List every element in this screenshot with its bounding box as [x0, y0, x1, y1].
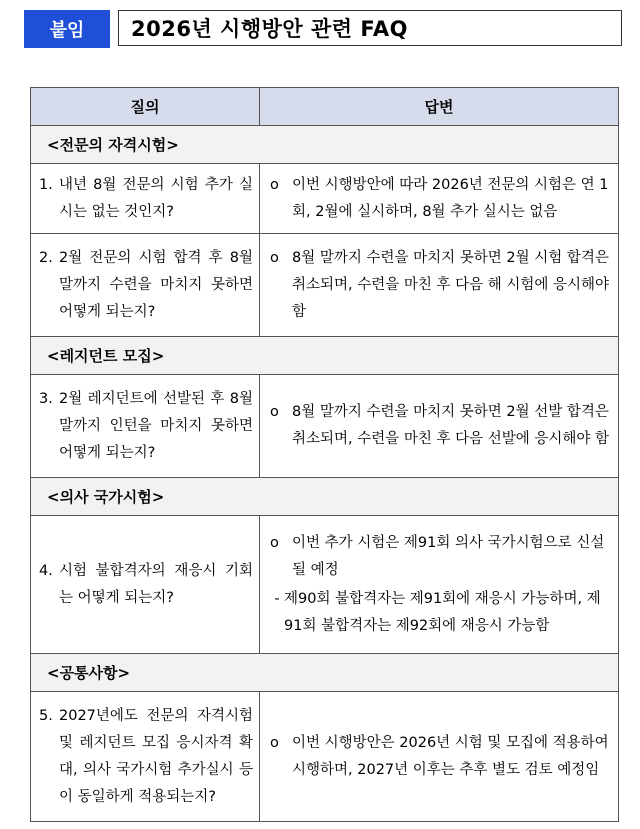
question-number: 3.	[39, 390, 53, 407]
question-number: 1.	[39, 176, 53, 193]
answer-text: 8월 말까지 수련을 마치지 못하면 2월 시험 합격은 취소되며, 수련을 마친 후 다음 해 시험에 응시해야 함	[292, 249, 610, 320]
section-heading: <전문의 자격시험>	[31, 126, 619, 164]
question-number: 4.	[39, 562, 53, 579]
section-heading: <레지던트 모집>	[31, 337, 619, 375]
answer-text: 이번 추가 시험은 제91회 의사 국가시험으로 신설될 예정	[292, 534, 605, 578]
title-row	[24, 10, 624, 50]
answer-cell	[260, 234, 619, 337]
answer-text: 8월 말까지 수련을 마치지 못하면 2월 선발 합격은 취소되며, 수련을 마친 후 다음 선발에 응시해야 함	[292, 404, 610, 447]
question-number: 5.	[39, 707, 53, 724]
section-heading: <의사 국가시험>	[31, 478, 619, 516]
section-row	[31, 126, 619, 164]
bullet-icon: o	[270, 249, 279, 266]
question-cell	[31, 692, 260, 822]
answer-cell	[260, 516, 619, 654]
attachment-badge: 붙임	[24, 10, 110, 48]
answer-cell	[260, 164, 619, 234]
faq-row	[31, 692, 619, 822]
question-text: 시험 불합격자의 재응시 기회는 어떻게 되는지?	[59, 562, 253, 606]
question-text: 2027년에도 전문의 자격시험 및 레지던트 모집 응시자격 확대, 의사 국가시험 추가실시 등이 동일하게 적용되는지?	[59, 707, 253, 805]
question-text: 내년 8월 전문의 시험 추가 실시는 없는 것인지?	[59, 176, 253, 220]
answer-subtext: 제90회 불합격자는 제91회에 재응시 가능하며, 제91회 불합격자는 제92회에 재응시 가능함	[284, 590, 601, 634]
faq-row	[31, 164, 619, 234]
question-number: 2.	[39, 249, 53, 266]
answer-column-header: 답변	[260, 88, 619, 126]
question-cell	[31, 375, 260, 478]
table-header-row	[31, 88, 619, 126]
question-text: 2월 레지던트에 선발된 후 8월 말까지 인턴을 마치지 못하면 어떻게 되는지?	[59, 390, 253, 461]
faq-row	[31, 375, 619, 478]
faq-row	[31, 516, 619, 654]
section-row	[31, 478, 619, 516]
bullet-icon: o	[270, 176, 279, 193]
page-title: 2026년 시행방안 관련 FAQ	[118, 10, 622, 46]
faq-row	[31, 234, 619, 337]
question-cell	[31, 164, 260, 234]
dash-icon: -	[274, 590, 280, 607]
question-text: 2월 전문의 시험 합격 후 8월 말까지 수련을 마치지 못하면 어떻게 되는지?	[59, 249, 253, 320]
answer-text: 이번 시행방안은 2026년 시험 및 모집에 적용하여 시행하며, 2027년 이후는 추후 별도 검토 예정임	[292, 734, 609, 778]
section-row	[31, 654, 619, 692]
answer-text: 이번 시행방안에 따라 2026년 전문의 시험은 연 1회, 2월에 실시하며, 8월 추가 실시는 없음	[292, 176, 609, 220]
bullet-icon: o	[270, 404, 279, 420]
section-row	[31, 337, 619, 375]
answer-cell	[260, 375, 619, 478]
faq-table	[30, 87, 619, 822]
section-heading: <공통사항>	[31, 654, 619, 692]
bullet-icon: o	[270, 734, 279, 751]
question-cell	[31, 234, 260, 337]
bullet-icon: o	[270, 534, 279, 551]
question-column-header: 질의	[31, 88, 260, 126]
answer-cell	[260, 692, 619, 822]
question-cell	[31, 516, 260, 654]
